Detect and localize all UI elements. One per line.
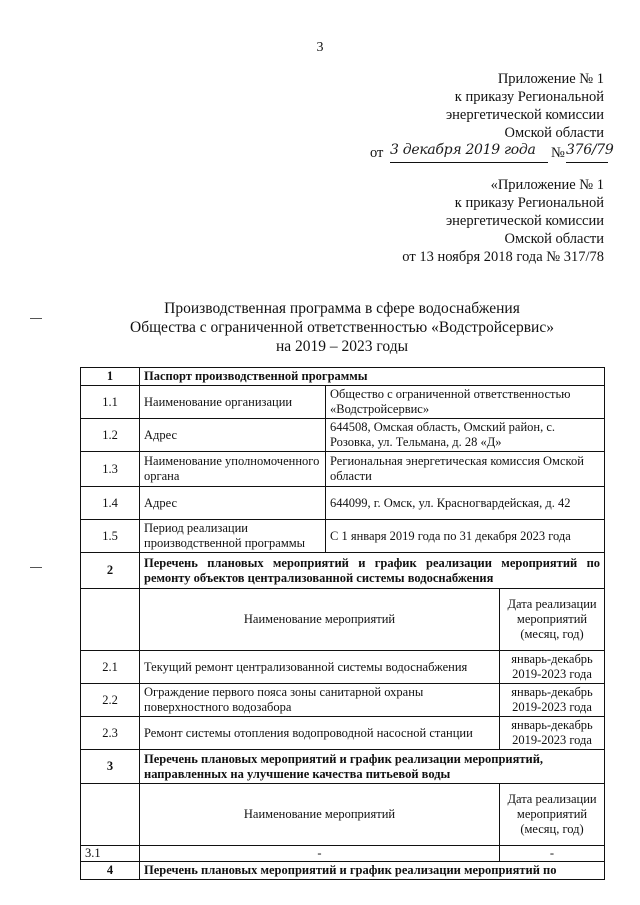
table-row: [81, 487, 605, 520]
row-label: Адрес: [140, 419, 326, 452]
handwritten-date: 3 декабря 2019 года: [390, 142, 536, 158]
table-row: [81, 520, 605, 553]
row-value: 644099, г. Омск, ул. Красногвардейская, д. 42: [326, 487, 605, 520]
row-number: 2.3: [81, 717, 140, 750]
section-title: Паспорт производственной программы: [140, 368, 605, 386]
margin-mark: [30, 567, 42, 568]
section-title: Перечень плановых мероприятий и график реализации мероприятий по ремонту объектов централизованной системы водоснабжения: [140, 553, 605, 589]
table-row: [81, 386, 605, 419]
table-row: [81, 784, 605, 846]
empty-cell: [81, 589, 140, 651]
title-line: Общества с ограниченной ответственностью «Водстройсервис»: [130, 319, 554, 336]
row-label: Наименование организации: [140, 386, 326, 419]
activity-name: Текущий ремонт централизованной системы водоснабжения: [140, 651, 500, 684]
header-date: Дата реализации мероприятий (месяц, год): [500, 589, 605, 651]
table-row: [81, 553, 605, 589]
table-row: [81, 368, 605, 386]
previous-appendix-line: энергетической комиссии: [445, 213, 604, 229]
appendix-line: Омской области: [504, 125, 604, 141]
header-date: Дата реализации мероприятий (месяц, год): [500, 784, 605, 846]
activity-name: -: [140, 846, 500, 862]
table-row: [81, 589, 605, 651]
row-number: 1.5: [81, 520, 140, 553]
order-date-line: [370, 142, 614, 165]
activity-name: Ограждение первого пояса зоны санитарной охраны поверхностного водозабора: [140, 684, 500, 717]
table-row: [81, 862, 605, 880]
header-name: Наименование мероприятий: [140, 589, 500, 651]
row-number: 1.1: [81, 386, 140, 419]
activity-date: январь-декабрь 2019-2023 года: [500, 651, 605, 684]
activity-date: -: [500, 846, 605, 862]
document-title: [80, 299, 604, 356]
section-title: Перечень плановых мероприятий и график реализации мероприятий по: [140, 862, 605, 880]
row-number: 2.1: [81, 651, 140, 684]
date-prefix: от: [370, 145, 384, 161]
handwritten-number: 376/79: [566, 142, 614, 158]
previous-appendix-line: от 13 ноября 2018 года № 317/78: [402, 249, 604, 265]
row-number: 1.4: [81, 487, 140, 520]
margin-mark: [30, 318, 42, 319]
table-row: [81, 419, 605, 452]
section-number: 2: [81, 553, 140, 589]
appendix-line: к приказу Региональной: [454, 89, 604, 105]
row-label: Адрес: [140, 487, 326, 520]
empty-cell: [81, 784, 140, 846]
row-number: 1.3: [81, 452, 140, 487]
table-row: [81, 684, 605, 717]
row-value: Региональная энергетическая комиссия Омской области: [326, 452, 605, 487]
section-number: 1: [81, 368, 140, 386]
row-value: 644508, Омская область, Омский район, с. Розовка, ул. Тельмана, д. 28 «Д»: [326, 419, 605, 452]
title-line: на 2019 – 2023 годы: [276, 338, 408, 355]
previous-appendix-line: к приказу Региональной: [454, 195, 604, 211]
table-row: [81, 717, 605, 750]
appendix-line: энергетической комиссии: [445, 107, 604, 123]
table-row: [81, 750, 605, 784]
page-number: 3: [316, 40, 324, 55]
previous-appendix-line: «Приложение № 1: [490, 177, 604, 193]
row-value: С 1 января 2019 года по 31 декабря 2023 года: [326, 520, 605, 553]
table-row: [81, 452, 605, 487]
section-title: Перечень плановых мероприятий и график реализации мероприятий, направленных на улучшение качества питьевой воды: [140, 750, 605, 784]
activity-date: январь-декабрь 2019-2023 года: [500, 684, 605, 717]
previous-appendix-line: Омской области: [504, 231, 604, 247]
row-value: Общество с ограниченной ответственностью «Водстройсервис»: [326, 386, 605, 419]
production-program-table: [80, 367, 605, 880]
row-label: Период реализации производственной программы: [140, 520, 326, 553]
number-underline: [566, 162, 608, 163]
appendix-line: Приложение № 1: [497, 71, 604, 87]
table-row: [81, 651, 605, 684]
header-name: Наименование мероприятий: [140, 784, 500, 846]
row-label: Наименование уполномоченного органа: [140, 452, 326, 487]
row-number: 2.2: [81, 684, 140, 717]
appendix-block: [304, 70, 604, 142]
activity-date: январь-декабрь 2019-2023 года: [500, 717, 605, 750]
number-prefix: №: [551, 145, 565, 161]
section-number: 4: [81, 862, 140, 880]
activity-name: Ремонт системы отопления водопроводной насосной станции: [140, 717, 500, 750]
title-line: Производственная программа в сфере водоснабжения: [164, 300, 520, 317]
row-number: 3.1: [81, 846, 140, 862]
previous-appendix-block: [304, 176, 604, 266]
row-number: 1.2: [81, 419, 140, 452]
section-number: 3: [81, 750, 140, 784]
table-row: [81, 846, 605, 862]
date-underline: [390, 162, 548, 163]
